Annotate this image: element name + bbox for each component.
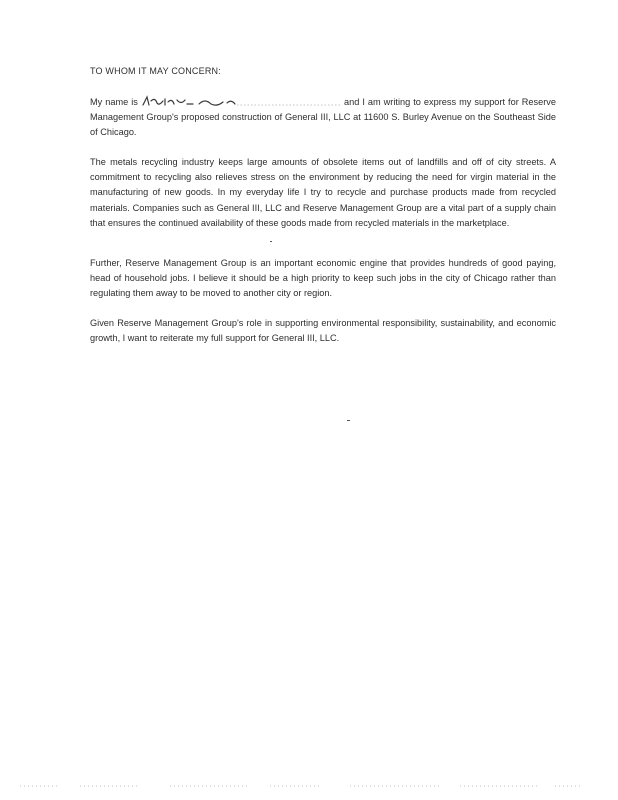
- signature-scribble: [141, 95, 341, 109]
- paragraph-recycling: The metals recycling industry keeps large amounts of obsolete items out of landfills and off of city streets. A commitment to recycling also relieves stress on the environment by reducing the need for virgin material in the manufacturing of new goods. In my everyday life I try to recycle and purchase products made from recycled materials. Companies such as General III, LLC and Reserve Management Group are a vital part of a supply chain that ensures the continued availability of these goods made from recycled materials in the marketplace.: [90, 157, 556, 228]
- scan-edge-noise: [20, 784, 580, 788]
- intro-text-start: My name is: [90, 97, 141, 107]
- handwritten-name-signature: [141, 95, 341, 107]
- paragraph-introduction: [90, 95, 556, 141]
- paragraph-closing: Given Reserve Management Group's role in supporting environmental responsibility, sustainability, and economic growth, I want to reiterate my full support for General III, LLC.: [90, 318, 556, 344]
- intro-text-end: and I am writing to express my support for Reserve Management Group's proposed construction of General III, LLC at 11600 S. Burley Avenue on the Southeast Side of Chicago.: [90, 97, 556, 138]
- paragraph-jobs: Further, Reserve Management Group is an important economic engine that provides hundreds of good paying, head of household jobs. I believe it should be a high priority to keep such jobs in the city of Chicago rather than regulating them away to be moved to another city or region.: [90, 258, 556, 299]
- scan-speck: [347, 420, 350, 421]
- salutation: TO WHOM IT MAY CONCERN:: [90, 66, 221, 76]
- scan-speck: [270, 241, 272, 242]
